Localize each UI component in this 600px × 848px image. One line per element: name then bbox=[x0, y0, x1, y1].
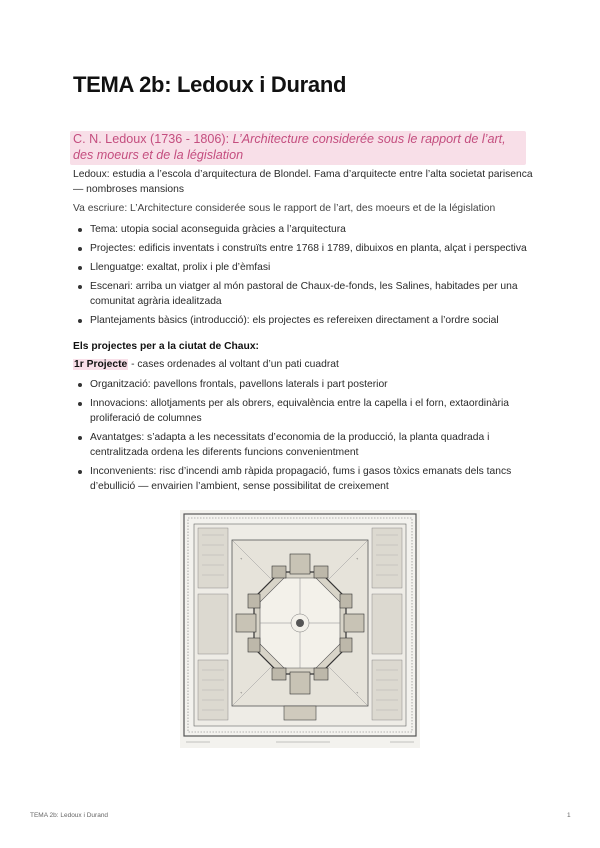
intro-paragraph: Ledoux: estudia a l’escola d’arquitectura de Blondel. Fama d’arquitecte entre l’alta societat parisenca — nombroses mansions bbox=[73, 169, 533, 195]
svg-text:+: + bbox=[240, 556, 243, 561]
section-heading bbox=[73, 132, 523, 163]
architectural-plan-icon bbox=[180, 510, 420, 748]
list-item: Plantejaments bàsics (introducció): els projectes es refereixen directament a l’ordre social bbox=[73, 313, 533, 328]
list-item: Avantatges: s’adapta a les necessitats d’economia de la producció, la planta quadrada i centralitzada ordena les diferents funcions convenientment bbox=[73, 430, 533, 460]
svg-text:+: + bbox=[356, 556, 359, 561]
svg-text:+: + bbox=[356, 690, 359, 695]
list-item: Tema: utopia social aconseguida gràcies a l’arquitectura bbox=[73, 222, 533, 237]
svg-text:+: + bbox=[240, 690, 243, 695]
wrote-paragraph: Va escriure: L’Architecture considerée sous le rapport de l’art, des moeurs et de la législation bbox=[73, 203, 496, 214]
saline-plan-figure bbox=[180, 510, 420, 748]
list-item: Innovacions: allotjaments per als obrers, equivalència entre la capella i el forn, extaordinària proliferació de columnes bbox=[73, 396, 533, 426]
ledoux-bullet-list bbox=[73, 222, 533, 328]
project-line bbox=[73, 357, 533, 372]
project-text: - cases ordenades al voltant d’un pati cuadrat bbox=[128, 359, 339, 370]
footer-title: TEMA 2b: Ledoux i Durand bbox=[30, 812, 109, 819]
list-item: Llenguatge: exaltat, prolix i ple d’èmfasi bbox=[73, 260, 533, 275]
section-heading-author: C. N. Ledoux (1736 - 1806): bbox=[73, 132, 230, 146]
list-item: Projectes: edificis inventats i construïts entre 1768 i 1789, dibuixos en planta, alçat i perspectiva bbox=[73, 241, 533, 256]
page-number: 1 bbox=[567, 812, 571, 819]
project-bullet-list bbox=[73, 377, 533, 494]
list-item: Organització: pavellons frontals, pavellons laterals i part posterior bbox=[73, 377, 533, 392]
list-item: Escenari: arriba un viatger al món pastoral de Chaux-de-fonds, les Salines, habitades per una comunitat agrària idealitzada bbox=[73, 279, 533, 309]
chaux-subheading: Els projectes per a la ciutat de Chaux: bbox=[73, 341, 259, 352]
list-item: Inconvenients: risc d’incendi amb ràpida propagació, fums i gasos tòxics emanats dels tancs d’ebullició — envairien l’ambient, sense possibilitat de creixement bbox=[73, 464, 533, 494]
page-title: TEMA 2b: Ledoux i Durand bbox=[73, 72, 347, 97]
project-label: 1r Projecte bbox=[74, 359, 128, 370]
section-heading-work-title: L’Architecture considerée sous le rapport de l’art, des moeurs et de la législation bbox=[73, 132, 506, 162]
